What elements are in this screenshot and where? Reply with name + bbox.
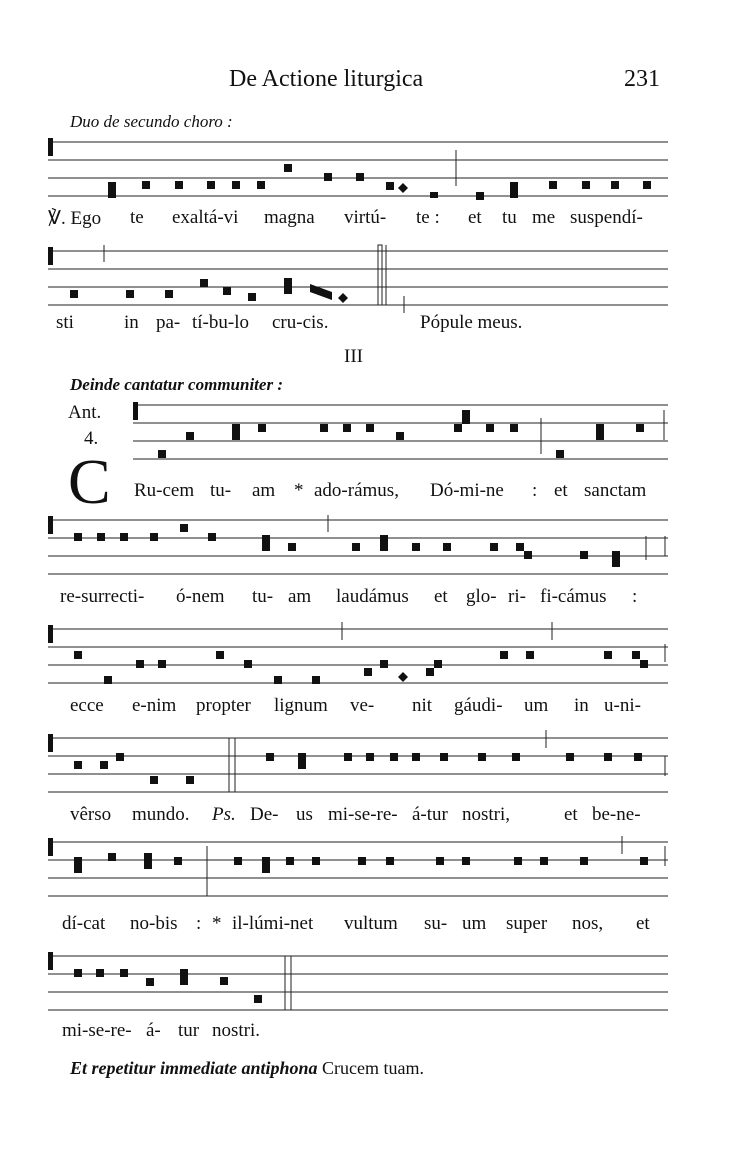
lyric-bene: be-ne- — [592, 804, 641, 825]
lyric-verso: vêrso — [70, 804, 112, 825]
lyric-dicat: dí-cat — [62, 913, 106, 934]
staff-system-6 — [48, 730, 668, 792]
staff-system-2 — [48, 245, 668, 313]
lyric-te-colon: te : — [416, 207, 440, 228]
closing-line — [70, 1058, 424, 1079]
lyric-us: us — [296, 804, 313, 825]
lyric-illuminet: il-lúmi-net — [232, 913, 314, 934]
lyric-et: et — [554, 480, 568, 501]
lyric-in: in — [124, 312, 139, 333]
lyric-am: am — [288, 586, 312, 607]
lyric-glo: glo- — [466, 586, 497, 607]
lyric-domine: Dó-mi-ne — [430, 480, 504, 501]
lyric-mundo: mundo. — [132, 804, 190, 825]
lyric-rucem: Ru-cem — [134, 480, 195, 501]
staff-system-4 — [48, 515, 668, 574]
antiphon-mode: 4. — [84, 428, 99, 449]
lyric-colon: : — [196, 913, 202, 934]
lyric-su: su- — [424, 913, 448, 934]
lyric-a: á- — [146, 1020, 161, 1041]
antiphon-label: Ant. — [68, 402, 102, 423]
lyric-tu: tu- — [252, 586, 274, 607]
lyric-um: um — [462, 913, 487, 934]
lyric-popule-meus: Pópule meus. — [420, 312, 523, 333]
lyric-et: et — [636, 913, 650, 934]
lyric-suspendi: suspendí- — [570, 207, 643, 228]
lyric-sanctam: sanctam — [584, 480, 647, 501]
lyric-ri: ri- — [508, 586, 526, 607]
lyric-nit: nit — [412, 695, 433, 716]
lyric-ecce: ecce — [70, 695, 104, 716]
lyric-de: De- — [250, 804, 279, 825]
lyric-nostri: nostri, — [462, 804, 511, 825]
lyric-virtu: virtú- — [344, 207, 387, 228]
clef-c-icon — [48, 138, 53, 156]
staff-system-1 — [48, 138, 668, 200]
lyric-nobis: no-bis — [130, 913, 178, 934]
lyric-vultum: vultum — [344, 913, 398, 934]
staff-system-7 — [48, 836, 668, 896]
staff-system-3 — [133, 402, 668, 459]
lyric-uni: u-ni- — [604, 695, 641, 716]
lyric-exaltavi: exaltá-vi — [172, 207, 239, 228]
rubric-duo-de-secundo-choro: Duo de secundo choro : — [70, 112, 233, 131]
lyric-laudamus: laudámus — [336, 586, 409, 607]
lyric-crucis: cru-cis. — [272, 312, 329, 333]
lyric-resurrecti: re-surrecti- — [60, 586, 145, 607]
lyric-me: me — [532, 207, 556, 228]
lyric-am: am — [252, 480, 276, 501]
lyric-te: te — [130, 207, 144, 228]
lyric-pa: pa- — [156, 312, 181, 333]
lyric-nostri: nostri. — [212, 1020, 261, 1041]
lyric-et: et — [468, 207, 482, 228]
closing-incipit: Crucem tuam. — [322, 1058, 425, 1078]
lyric-tu: tu — [502, 207, 517, 228]
page-title: De Actione liturgica — [229, 66, 424, 92]
lyric-misere: mi-se-re- — [62, 1020, 132, 1041]
lyric-propter: propter — [196, 695, 251, 716]
initial-letter-c: C — [68, 446, 111, 517]
lyric-misere: mi-se-re- — [328, 804, 398, 825]
lyric-ps: Ps. — [212, 804, 236, 825]
lyric-super: super — [506, 913, 548, 934]
staff-system-5 — [48, 622, 668, 684]
lyric-tibulo: tí-bu-lo — [192, 312, 249, 333]
lyric-et: et — [434, 586, 448, 607]
lyric-v-ego: ℣. Ego — [48, 208, 102, 229]
section-numeral: III — [344, 346, 363, 367]
lyric-asterisk: * — [212, 913, 222, 934]
lyric-magna: magna — [264, 207, 315, 228]
lyric-onem: ó-nem — [176, 586, 225, 607]
closing-rubric: Et repetitur immediate antiphona — [70, 1058, 318, 1078]
lyric-asterisk: * — [294, 480, 304, 501]
lyric-lignum: lignum — [274, 695, 328, 716]
lyric-um: um — [524, 695, 549, 716]
lyric-colon: : — [632, 586, 638, 607]
lyric-tu: tu- — [210, 480, 232, 501]
lyric-ficamus: fi-cámus — [540, 586, 607, 607]
lyric-in: in — [574, 695, 589, 716]
page-number: 231 — [624, 66, 660, 92]
lyric-enim: e-nim — [132, 695, 177, 716]
staff-system-8 — [48, 952, 668, 1010]
lyric-gaudi: gáudi- — [454, 695, 503, 716]
lyric-sti: sti — [56, 312, 74, 333]
lyric-ve: ve- — [350, 695, 375, 716]
rubric-deinde-cantatur: Deinde cantatur communiter : — [70, 375, 283, 394]
lyric-tur: tur — [178, 1020, 200, 1041]
lyric-atur: á-tur — [412, 804, 448, 825]
lyric-et: et — [564, 804, 578, 825]
lyric-colon: : — [532, 480, 538, 501]
lyric-adoramus: ado-rámus, — [314, 480, 399, 501]
lyric-nos: nos, — [572, 913, 604, 934]
